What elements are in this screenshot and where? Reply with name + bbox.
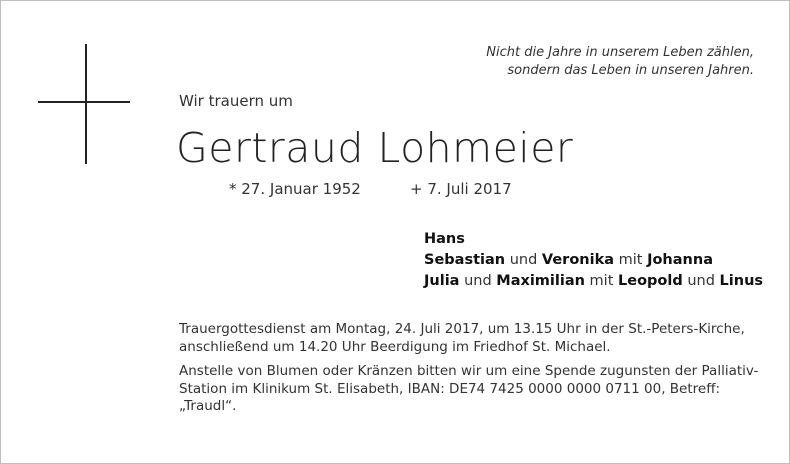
connector-word: und (464, 273, 492, 289)
donation-info-line-3: „Traudl“. (179, 398, 237, 414)
paragraph-gap (179, 356, 754, 363)
connector-word: und (687, 273, 715, 289)
death-date: + 7. Juli 2017 (410, 180, 512, 198)
mourner-name: Hans (424, 231, 465, 247)
mourners-line-1 (424, 229, 763, 250)
mourners-line-2 (424, 250, 763, 271)
mourners-line-3 (424, 271, 763, 292)
service-info-line-1: Trauergottesdienst am Montag, 24. Juli 2017, um 13.15 Uhr in der St.-Peters-Kirche, (179, 321, 745, 337)
donation-info-line-2: Station im Klinikum St. Elisabeth, IBAN: DE74 7425 0000 0000 0711 00, Betreff: (179, 380, 721, 397)
birth-date: * 27. Januar 1952 (229, 180, 361, 198)
mourner-name: Leopold (618, 273, 683, 289)
mourner-name: Linus (719, 273, 764, 289)
service-info-line-2: anschließend um 14.20 Uhr Beerdigung im Friedhof St. Michael. (179, 338, 611, 355)
donation-info-line-1: Anstelle von Blumen oder Kränzen bitten wir um eine Spende zugunsten der Palliativ- (179, 363, 759, 379)
quote-line-2: sondern das Leben in unseren Jahren. (507, 63, 754, 78)
cross-vertical-bar (85, 44, 87, 164)
quote (486, 44, 754, 80)
mourner-name: Johanna (647, 252, 713, 268)
service-notes (179, 321, 759, 416)
mourners-list (424, 229, 763, 292)
deceased-name: Gertraud Lohmeier (176, 124, 574, 172)
connector-word: mit (589, 273, 614, 289)
mourner-name: Veronika (541, 252, 615, 268)
quote-line-1: Nicht die Jahre in unserem Leben zählen, (486, 45, 754, 60)
mourner-name: Julia (424, 273, 460, 289)
cross-horizontal-bar (38, 101, 130, 103)
mourner-name: Sebastian (424, 252, 506, 268)
connector-word: mit (618, 252, 643, 268)
connector-word: und (509, 252, 538, 268)
intro-text: Wir trauern um (179, 92, 293, 110)
mourner-name: Maximilian (496, 273, 585, 289)
